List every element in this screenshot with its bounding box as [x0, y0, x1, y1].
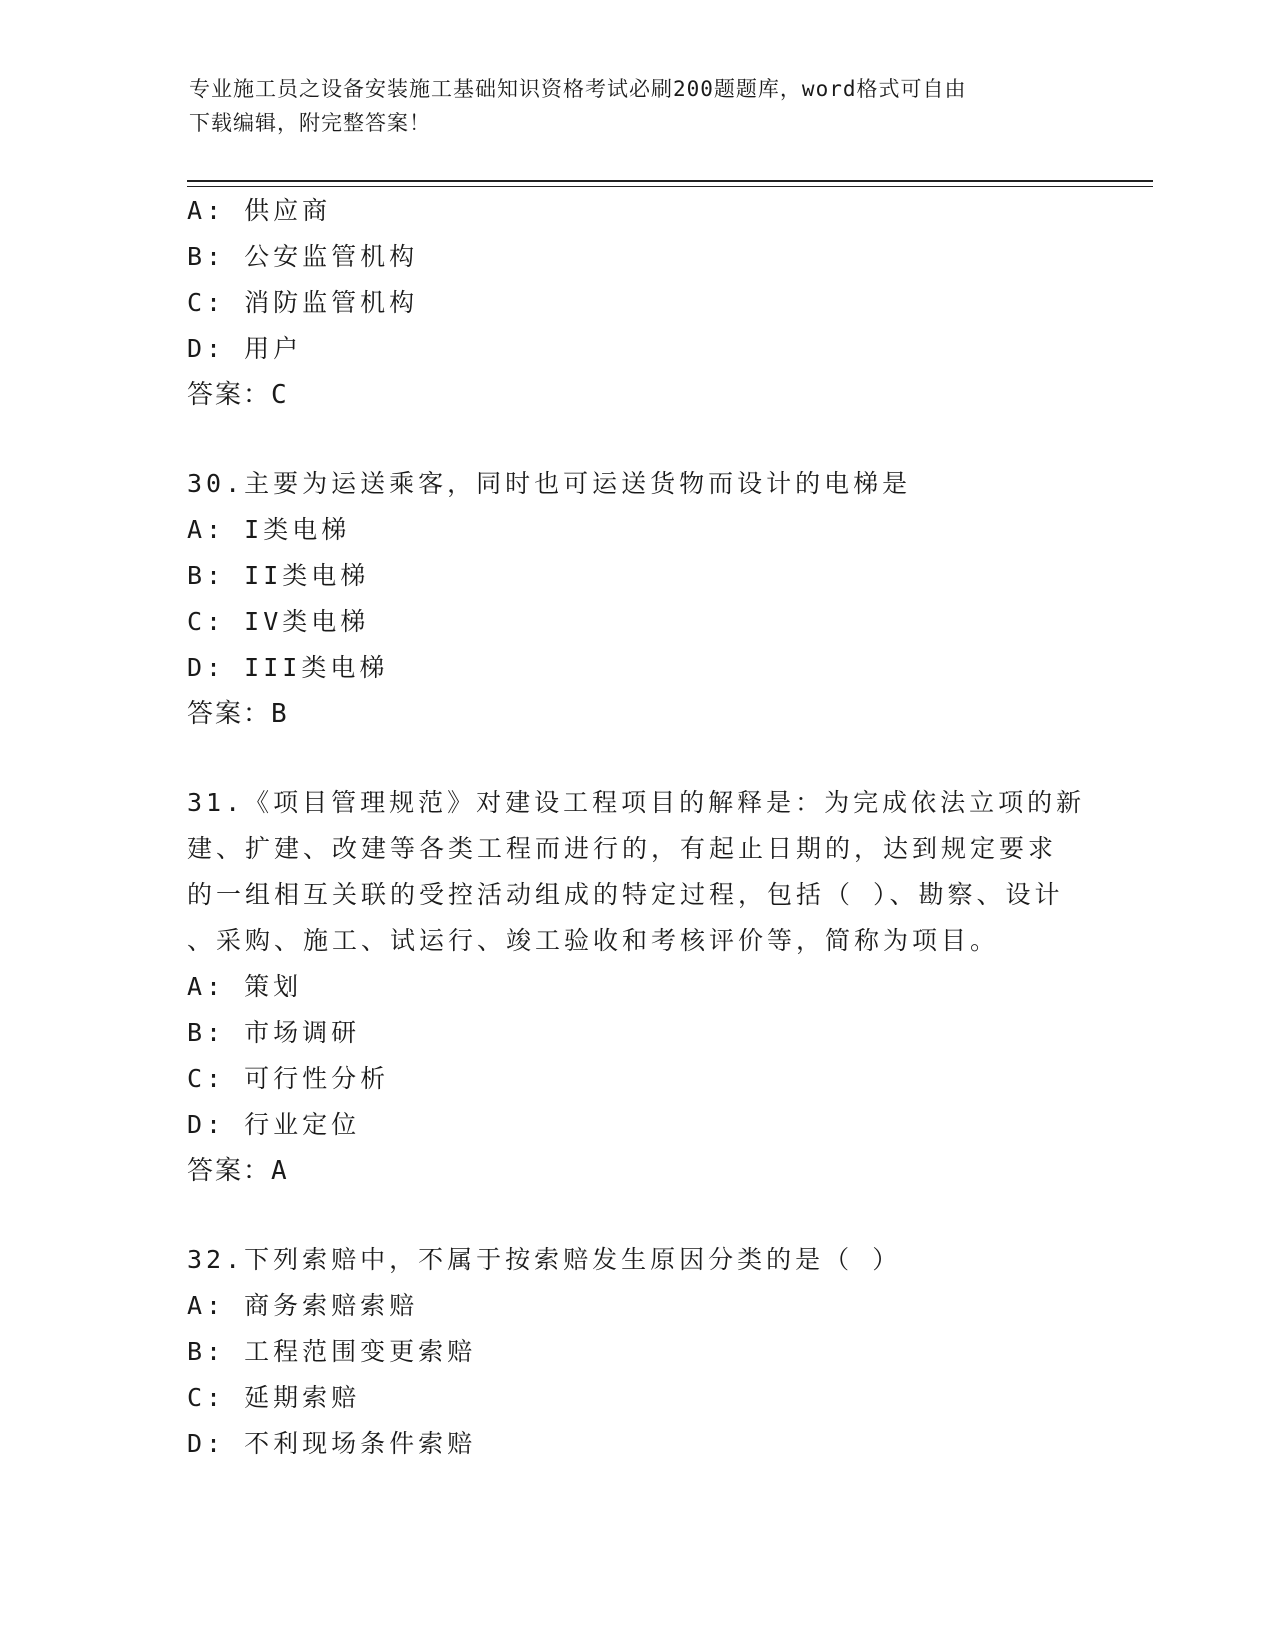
question-text-line-4: 、采购、施工、试运行、竣工验收和考核评价等，简称为项目。	[187, 926, 1000, 955]
document-body	[187, 188, 1087, 1467]
option-c: C: 消防监管机构	[187, 288, 419, 317]
question-30	[187, 461, 1087, 737]
answer-line: 答案：C	[187, 380, 289, 410]
option-d: D: 用户	[187, 334, 303, 363]
option-d: D: 行业定位	[187, 1110, 361, 1139]
option-c: C: IV类电梯	[187, 607, 370, 636]
answer-line: 答案：A	[187, 1156, 289, 1186]
option-a: A: 策划	[187, 972, 303, 1001]
question-29	[187, 188, 1087, 418]
option-a: A: 商务索赔索赔	[187, 1291, 419, 1320]
question-text-line-1: 31.《项目管理规范》对建设工程项目的解释是：为完成依法立项的新	[187, 788, 1086, 817]
question-text: 30.主要为运送乘客，同时也可运送货物而设计的电梯是	[187, 469, 912, 498]
option-b: B: 公安监管机构	[187, 242, 419, 271]
header-title-line-1: 专业施工员之设备安装施工基础知识资格考试必刷200题题库，word格式可自由	[189, 77, 967, 101]
header-title-line-2: 下载编辑，附完整答案！	[189, 111, 431, 135]
question-text: 32.下列索赔中，不属于按索赔发生原因分类的是（ ）	[187, 1245, 902, 1274]
option-c: C: 延期索赔	[187, 1383, 361, 1412]
option-a: A: I类电梯	[187, 515, 351, 544]
option-d: D: 不利现场条件索赔	[187, 1429, 477, 1458]
header-rule-thick	[187, 180, 1153, 182]
question-32	[187, 1237, 1087, 1467]
option-d: D: III类电梯	[187, 653, 389, 682]
question-31	[187, 780, 1087, 1194]
question-text-line-3: 的一组相互关联的受控活动组成的特定过程，包括（ ）、勘察、设计	[187, 880, 1064, 909]
question-text-line-2: 建、扩建、改建等各类工程而进行的，有起止日期的，达到规定要求	[187, 834, 1058, 863]
document-header	[189, 72, 1089, 140]
option-c: C: 可行性分析	[187, 1064, 390, 1093]
option-b: B: 工程范围变更索赔	[187, 1337, 477, 1366]
answer-line: 答案：B	[187, 699, 289, 729]
option-b: B: II类电梯	[187, 561, 370, 590]
option-b: B: 市场调研	[187, 1018, 361, 1047]
option-a: A: 供应商	[187, 196, 332, 225]
header-rule-thin	[187, 186, 1153, 187]
